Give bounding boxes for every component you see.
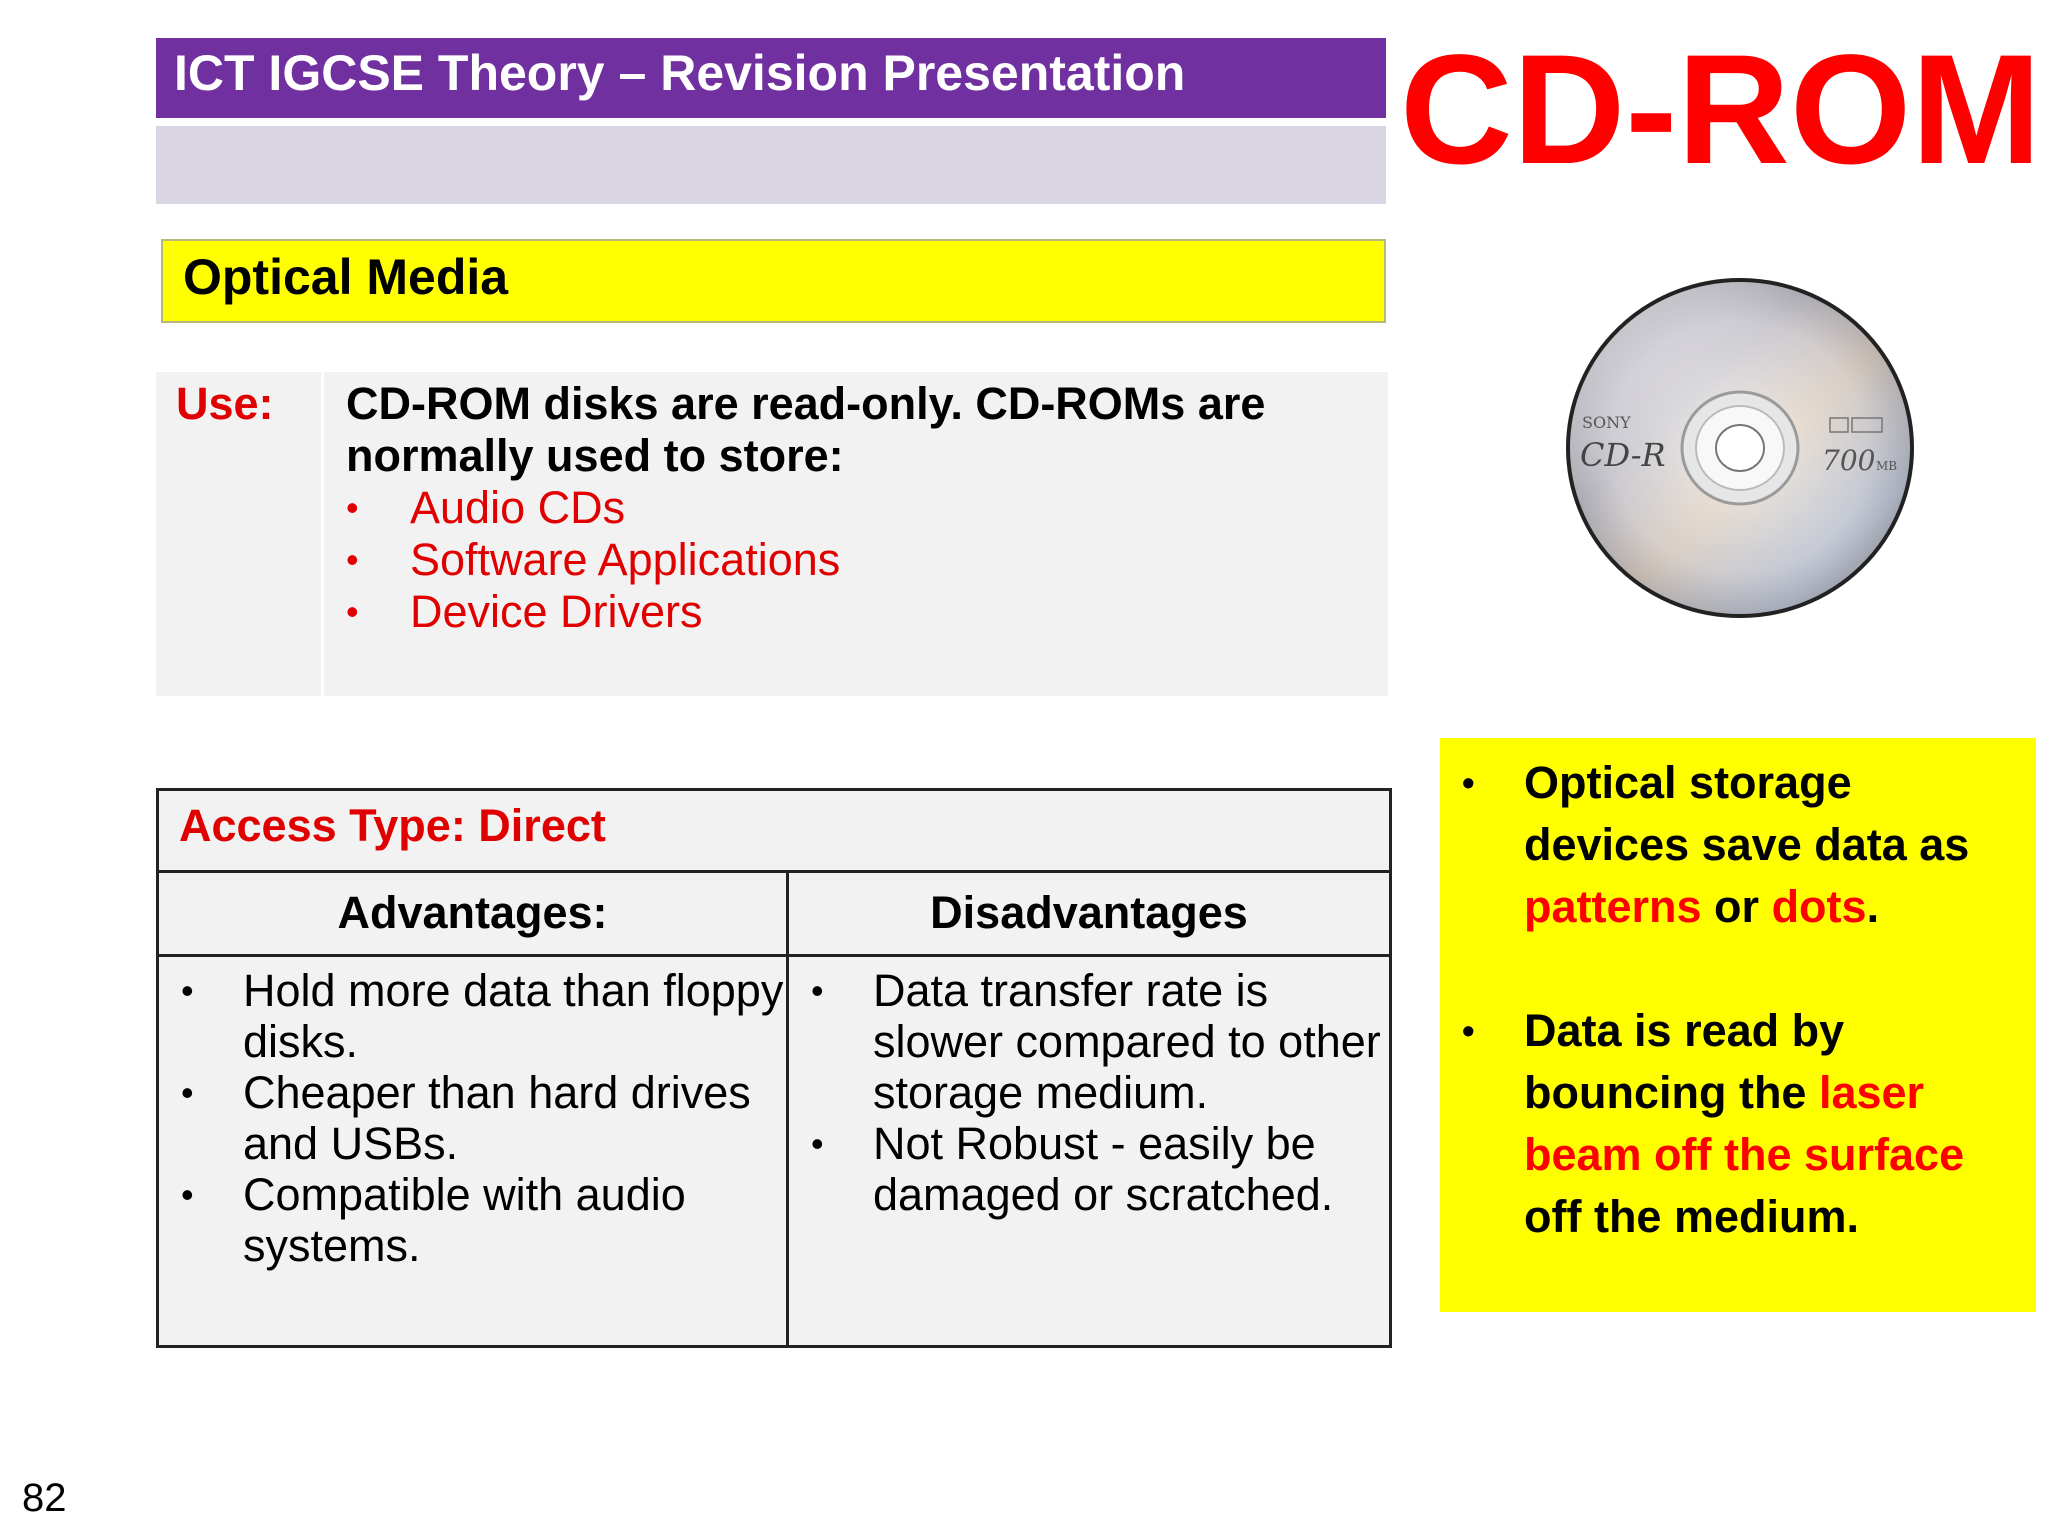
list-item: • Audio CDs: [346, 482, 1366, 534]
note-highlight: dots: [1771, 881, 1867, 932]
advantages-cell: [159, 957, 789, 1345]
cd-disc-image: [1560, 270, 1920, 630]
note-item: [1440, 1000, 2026, 1248]
note-highlight: laser beam off the surface: [1524, 1067, 1965, 1180]
list-item: • Data transfer rate is slower compared to other storage medium.: [789, 965, 1389, 1118]
use-table: [156, 372, 1388, 696]
note-text: off the medium.: [1524, 1191, 1859, 1242]
access-table: [156, 788, 1392, 1348]
note-item: [1440, 752, 2026, 938]
note-text: .: [1866, 881, 1880, 932]
header-sub-bar: [156, 126, 1386, 204]
notes-list: [1440, 752, 2026, 1248]
list-item: • Cheaper than hard drives and USBs.: [159, 1067, 786, 1169]
presentation-title: ICT IGCSE Theory – Revision Presentation: [174, 45, 1186, 101]
presentation-header: [156, 38, 1386, 118]
section-heading: Optical Media: [161, 239, 1386, 323]
slide-title: CD-ROM: [1400, 23, 2042, 197]
use-lead-text: CD-ROM disks are read-only. CD-ROMs are normally used to store:: [346, 378, 1266, 481]
advantages-list: [159, 957, 786, 1271]
list-item: • Device Drivers: [346, 586, 1366, 638]
note-text: Data is read by bouncing the: [1524, 1005, 1845, 1118]
access-type-title: Access Type: Direct: [159, 791, 1389, 873]
use-description: [346, 378, 1366, 638]
cd-disc-icon: [1560, 270, 1920, 630]
disadvantages-cell: [789, 957, 1389, 1345]
use-list: [346, 482, 1366, 638]
disc-capacity-unit: MB: [1876, 459, 1898, 473]
list-item: • Compatible with audio systems.: [159, 1169, 786, 1271]
disadvantages-list: [789, 957, 1389, 1220]
page-number: 82: [22, 1476, 67, 1520]
note-highlight: patterns: [1524, 881, 1702, 932]
note-text: Optical storage devices save data as: [1524, 757, 1970, 870]
disc-brand: SONY: [1582, 413, 1631, 432]
advantages-header: Advantages:: [159, 873, 789, 957]
disadvantages-header: Disadvantages: [789, 873, 1389, 957]
list-item: • Hold more data than floppy disks.: [159, 965, 786, 1067]
list-item: • Not Robust - easily be damaged or scratched.: [789, 1118, 1389, 1220]
disc-model: CD-R: [1580, 436, 1666, 474]
use-label: Use:: [156, 372, 324, 696]
notes-box: [1440, 738, 2036, 1312]
disc-capacity: 700: [1822, 444, 1876, 477]
note-text: or: [1701, 881, 1772, 932]
list-item: • Software Applications: [346, 534, 1366, 586]
